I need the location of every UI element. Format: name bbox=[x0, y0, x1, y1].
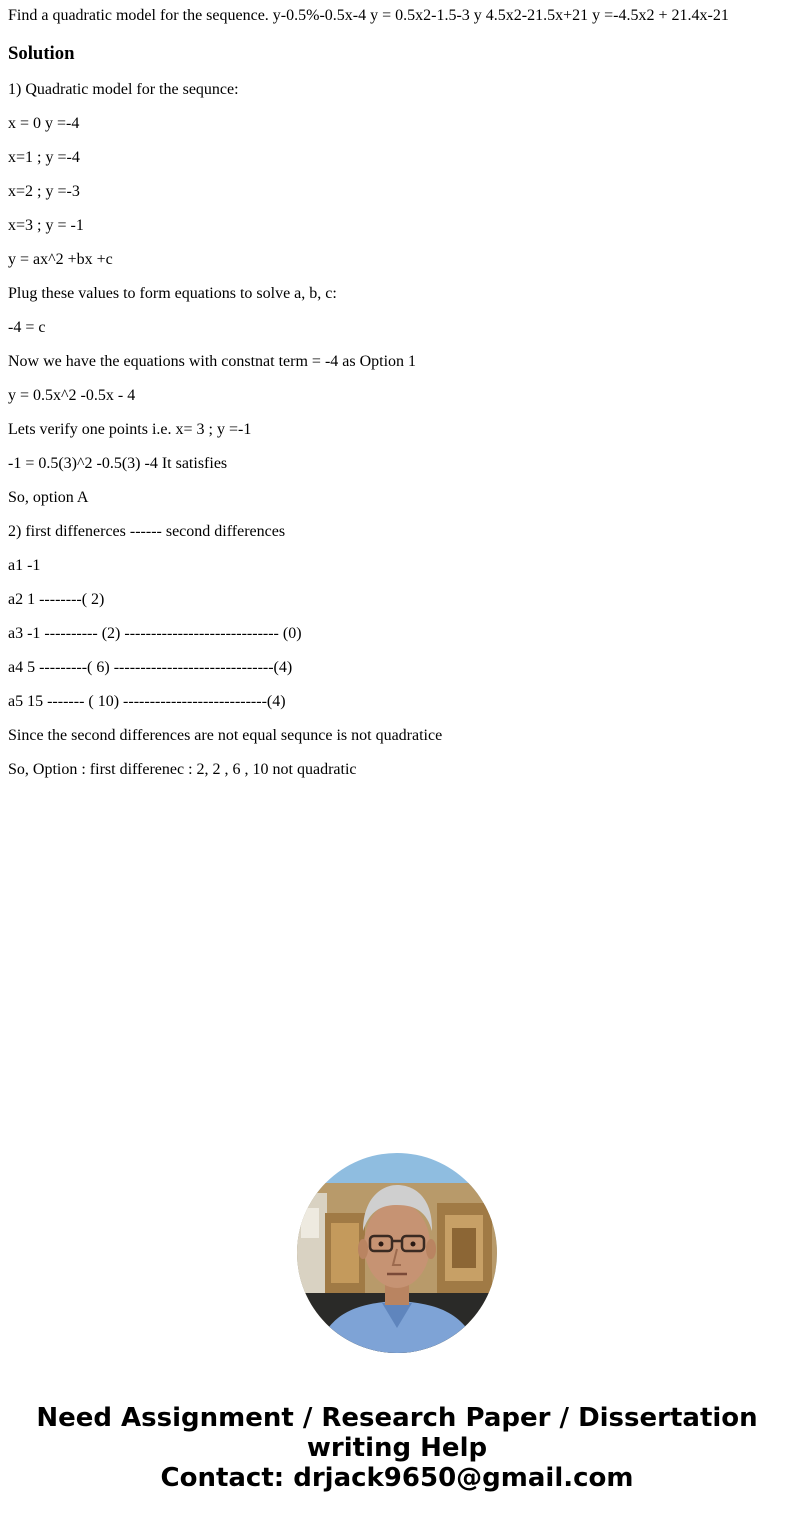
banner-contact-email[interactable]: Contact: drjack9650@gmail.com bbox=[160, 1463, 634, 1493]
solution-line: Lets verify one points i.e. x= 3 ; y =-1 bbox=[8, 421, 252, 438]
contact-banner bbox=[0, 1403, 794, 1493]
banner-line-2: writing Help bbox=[306, 1433, 488, 1463]
solution-line: Now we have the equations with constnat term = -4 as Option 1 bbox=[8, 353, 417, 370]
solution-line: 1) Quadratic model for the sequnce: bbox=[8, 81, 239, 98]
solution-line: 2) first diffenerces ------ second differences bbox=[8, 523, 286, 540]
solution-lines bbox=[8, 81, 786, 795]
solution-line: Plug these values to form equations to solve a, b, c: bbox=[8, 285, 337, 302]
solution-line: x = 0 y =-4 bbox=[8, 115, 80, 132]
solution-line: x=3 ; y = -1 bbox=[8, 217, 84, 234]
solution-line: Since the second differences are not equal sequnce is not quadratice bbox=[8, 727, 443, 744]
solution-line: -4 = c bbox=[8, 319, 46, 336]
banner-line-1: Need Assignment / Research Paper / Dissertation bbox=[36, 1403, 758, 1433]
solution-line: x=2 ; y =-3 bbox=[8, 183, 80, 200]
solution-line: y = 0.5x^2 -0.5x - 4 bbox=[8, 387, 136, 404]
solution-line: a5 15 ------- ( 10) ---------------------------(4) bbox=[8, 693, 286, 710]
document-body bbox=[8, 0, 786, 795]
author-avatar bbox=[297, 1153, 497, 1353]
solution-line: a3 -1 ---------- (2) ----------------------------- (0) bbox=[8, 625, 302, 642]
solution-heading: Solution bbox=[8, 43, 75, 64]
solution-line: a4 5 ---------( 6) ------------------------------(4) bbox=[8, 659, 293, 676]
solution-line: So, option A bbox=[8, 489, 89, 506]
solution-line: a2 1 --------( 2) bbox=[8, 591, 105, 608]
solution-line: x=1 ; y =-4 bbox=[8, 149, 80, 166]
solution-line: y = ax^2 +bx +c bbox=[8, 251, 113, 268]
solution-line: So, Option : first differenec : 2, 2 , 6 , 10 not quadratic bbox=[8, 761, 357, 778]
solution-line: a1 -1 bbox=[8, 557, 41, 574]
question-text: Find a quadratic model for the sequence. y-0.5%-0.5x-4 y = 0.5x2-1.5-3 y 4.5x2-21.5x+21 y =-4.5x2 + 21.4x-21 bbox=[8, 7, 729, 24]
avatar-portrait bbox=[297, 1153, 497, 1353]
solution-line: -1 = 0.5(3)^2 -0.5(3) -4 It satisfies bbox=[8, 455, 228, 472]
